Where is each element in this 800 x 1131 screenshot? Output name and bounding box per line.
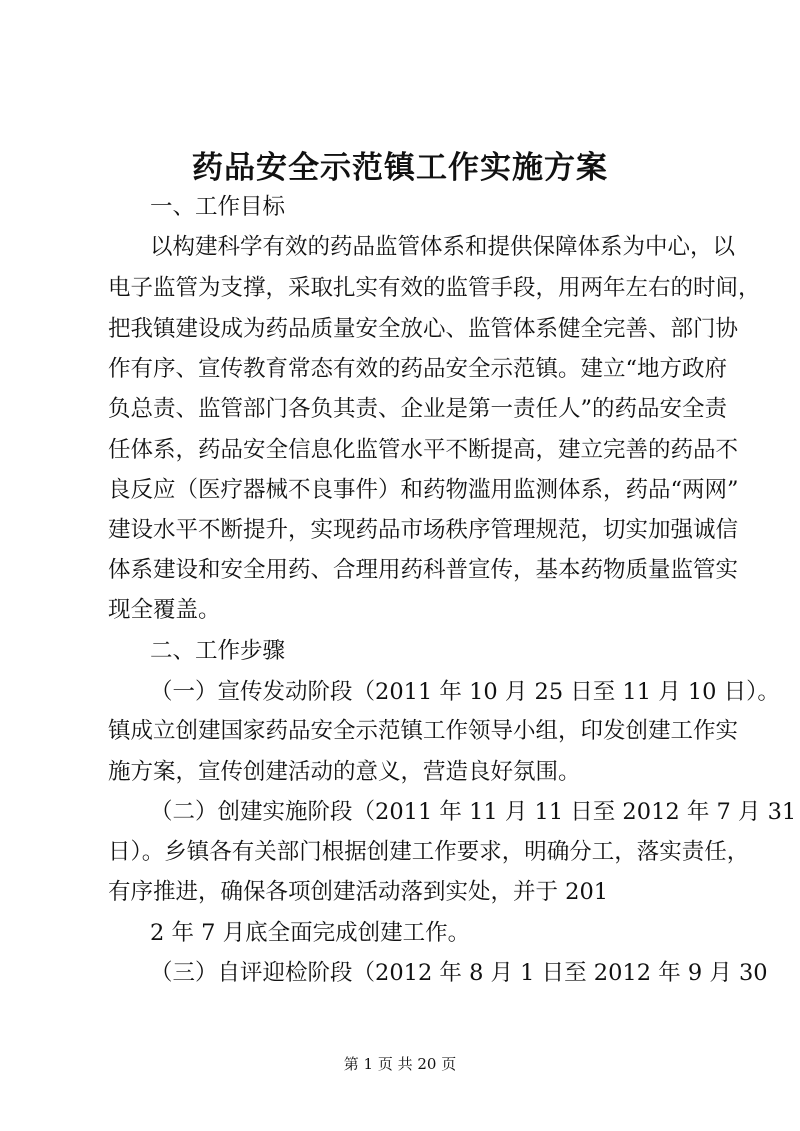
page-footer: 第 1 页 共 20 页 xyxy=(343,1055,457,1073)
paragraph-line: 良反应（医疗器械不良事件）和药物滥用监测体系，药品“两网” xyxy=(108,477,739,503)
paragraph-line: 任体系，药品安全信息化监管水平不断提高，建立完善的药品不 xyxy=(108,437,739,463)
section-heading-steps: 二、工作步骤 xyxy=(150,638,286,664)
paragraph-line: 镇成立创建国家药品安全示范镇工作领导小组，印发创建工作实 xyxy=(108,718,739,744)
paragraph-line: 现全覆盖。 xyxy=(108,597,221,623)
paragraph-line: （一）宣传发动阶段（2011 年 10 月 25 日至 11 月 10 日）。 xyxy=(150,679,780,705)
section-heading-goals: 一、工作目标 xyxy=(150,194,286,220)
paragraph-line: 体系建设和安全用药、合理用药科普宣传，基本药物质量监管实 xyxy=(108,557,739,583)
paragraph-line: 负总责、监管部门各负其责、企业是第一责任人”的药品安全责 xyxy=(108,396,728,422)
paragraph-line: 2 年 7 月底全面完成创建工作。 xyxy=(150,920,471,946)
paragraph-line: 建设水平不断提升，实现药品市场秩序管理规范，切实加强诚信 xyxy=(108,517,739,543)
paragraph-line: 作有序、宣传教育常态有效的药品安全示范镇。建立“地方政府 xyxy=(108,356,728,382)
paragraph-line: （三）自评迎检阶段（2012 年 8 月 1 日至 2012 年 9 月 30 xyxy=(150,960,768,986)
paragraph-line: 电子监管为支撑，采取扎实有效的监管手段，用两年左右的时间， xyxy=(108,275,761,301)
paragraph-line: 把我镇建设成为药品质量安全放心、监管体系健全完善、部门协 xyxy=(108,316,739,342)
paragraph-line: 有序推进，确保各项创建活动落到实处，并于 201 xyxy=(108,879,609,905)
document-title: 药品安全示范镇工作实施方案 xyxy=(192,150,608,186)
paragraph-line: （二）创建实施阶段（2011 年 11 月 11 日至 2012 年 7 月 31 xyxy=(150,799,797,825)
paragraph-line: 日）。乡镇各有关部门根据创建工作要求，明确分工，落实责任， xyxy=(108,839,750,865)
paragraph-line: 以构建科学有效的药品监管体系和提供保障体系为中心，以 xyxy=(150,234,736,260)
paragraph-line: 施方案，宣传创建活动的意义，营造良好氛围。 xyxy=(108,759,581,785)
